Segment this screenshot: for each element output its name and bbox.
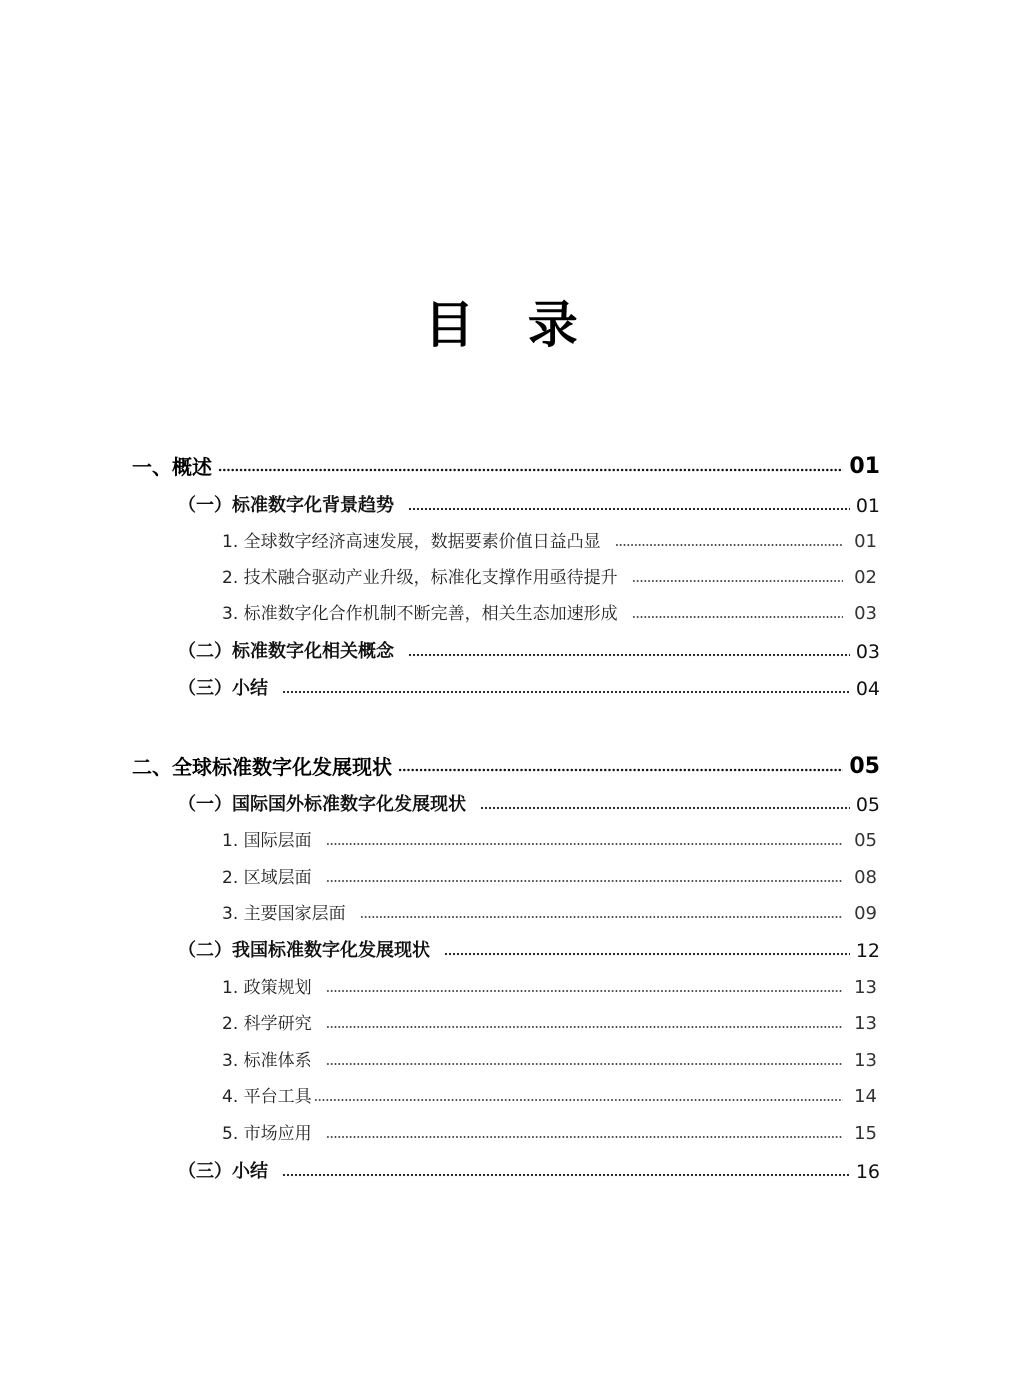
dot-leader — [408, 507, 850, 511]
toc-page-number: 01 — [854, 531, 877, 552]
dot-leader — [326, 879, 843, 883]
toc-entry-label: 一、概述 — [132, 455, 212, 479]
toc-entry-subsection[interactable] — [222, 1084, 877, 1110]
dot-leader — [314, 1098, 843, 1102]
dot-leader — [326, 1062, 843, 1066]
dot-leader — [632, 579, 843, 583]
toc-entry-subsection[interactable] — [222, 529, 877, 555]
toc-entry-subsection[interactable] — [222, 601, 877, 627]
toc-entry-label: 2. 技术融合驱动产业升级，标准化支撑作用亟待提升 — [222, 568, 618, 588]
toc-entry-subsection[interactable] — [222, 1048, 877, 1074]
toc-entry-subsection[interactable] — [222, 901, 877, 927]
toc-page-number: 12 — [855, 940, 880, 962]
toc-page-number: 04 — [855, 678, 880, 700]
toc-page-number: 01 — [855, 495, 880, 517]
dot-leader — [218, 468, 843, 472]
toc-page-number: 03 — [854, 603, 877, 624]
toc-entry-section[interactable] — [178, 792, 880, 818]
toc-entry-label: 1. 政策规划 — [222, 978, 312, 998]
toc-entry-label: 1. 国际层面 — [222, 831, 312, 851]
dot-leader — [398, 768, 843, 772]
toc-entry-subsection[interactable] — [222, 565, 877, 591]
toc-page-number: 13 — [854, 977, 877, 998]
toc-entry-label: 2. 区域层面 — [222, 868, 312, 888]
dot-leader — [408, 653, 850, 657]
toc-entry-section[interactable] — [178, 1159, 880, 1185]
toc-page-number: 02 — [854, 567, 877, 588]
toc-page-number: 13 — [854, 1050, 877, 1071]
toc-entry-label: 3. 标准数字化合作机制不断完善，相关生态加速形成 — [222, 604, 618, 624]
toc-page-number: 13 — [854, 1013, 877, 1034]
dot-leader — [326, 1135, 843, 1139]
toc-page-number: 16 — [855, 1161, 880, 1183]
dot-leader — [632, 615, 843, 619]
dot-leader — [615, 543, 843, 547]
toc-entry-label: 5. 市场应用 — [222, 1124, 312, 1144]
toc-entry-subsection[interactable] — [222, 975, 877, 1001]
toc-entry-label: （二）我国标准数字化发展现状 — [178, 940, 430, 961]
toc-entry-subsection[interactable] — [222, 828, 877, 854]
toc-page-number: 05 — [855, 794, 880, 816]
toc-entry-label: 4. 平台工具 — [222, 1087, 312, 1107]
toc-page-number: 15 — [854, 1123, 877, 1144]
toc-entry-label: （三）小结 — [178, 678, 268, 699]
toc-entry-label: 1. 全球数字经济高速发展，数据要素价值日益凸显 — [222, 532, 601, 552]
toc-entry-section[interactable] — [178, 493, 880, 519]
toc-page-number: 14 — [854, 1086, 877, 1107]
dot-leader — [326, 989, 843, 993]
dot-leader — [282, 1173, 850, 1177]
toc-entry-label: 二、全球标准数字化发展现状 — [132, 755, 392, 779]
toc-entry-label: （一）标准数字化背景趋势 — [178, 495, 394, 516]
toc-entry-label: 3. 主要国家层面 — [222, 904, 346, 924]
dot-leader — [282, 690, 850, 694]
dot-leader — [326, 1025, 843, 1029]
toc-entry-label: （二）标准数字化相关概念 — [178, 641, 394, 662]
toc-entry-section[interactable] — [178, 938, 880, 964]
toc-page-number: 05 — [854, 830, 877, 851]
dot-leader — [444, 952, 850, 956]
dot-leader — [360, 915, 843, 919]
toc-entry-chapter-2[interactable] — [132, 754, 880, 780]
toc-page-number: 08 — [854, 867, 877, 888]
toc-entry-subsection[interactable] — [222, 1121, 877, 1147]
toc-page-number: 05 — [849, 754, 880, 779]
page-title: 目 录 — [424, 296, 596, 354]
toc-entry-subsection[interactable] — [222, 1011, 877, 1037]
dot-leader — [480, 806, 850, 810]
toc-entry-subsection[interactable] — [222, 865, 877, 891]
toc-entry-label: （三）小结 — [178, 1161, 268, 1182]
toc-entry-label: （一）国际国外标准数字化发展现状 — [178, 794, 466, 815]
toc-page-number: 01 — [849, 454, 880, 479]
toc-entry-chapter-1[interactable] — [132, 454, 880, 480]
toc-page-number: 03 — [855, 641, 880, 663]
toc-entry-label: 3. 标准体系 — [222, 1051, 312, 1071]
toc-entry-section[interactable] — [178, 676, 880, 702]
toc-entry-section[interactable] — [178, 639, 880, 665]
toc-page-number: 09 — [854, 903, 877, 924]
toc-entry-label: 2. 科学研究 — [222, 1014, 312, 1034]
dot-leader — [326, 842, 843, 846]
